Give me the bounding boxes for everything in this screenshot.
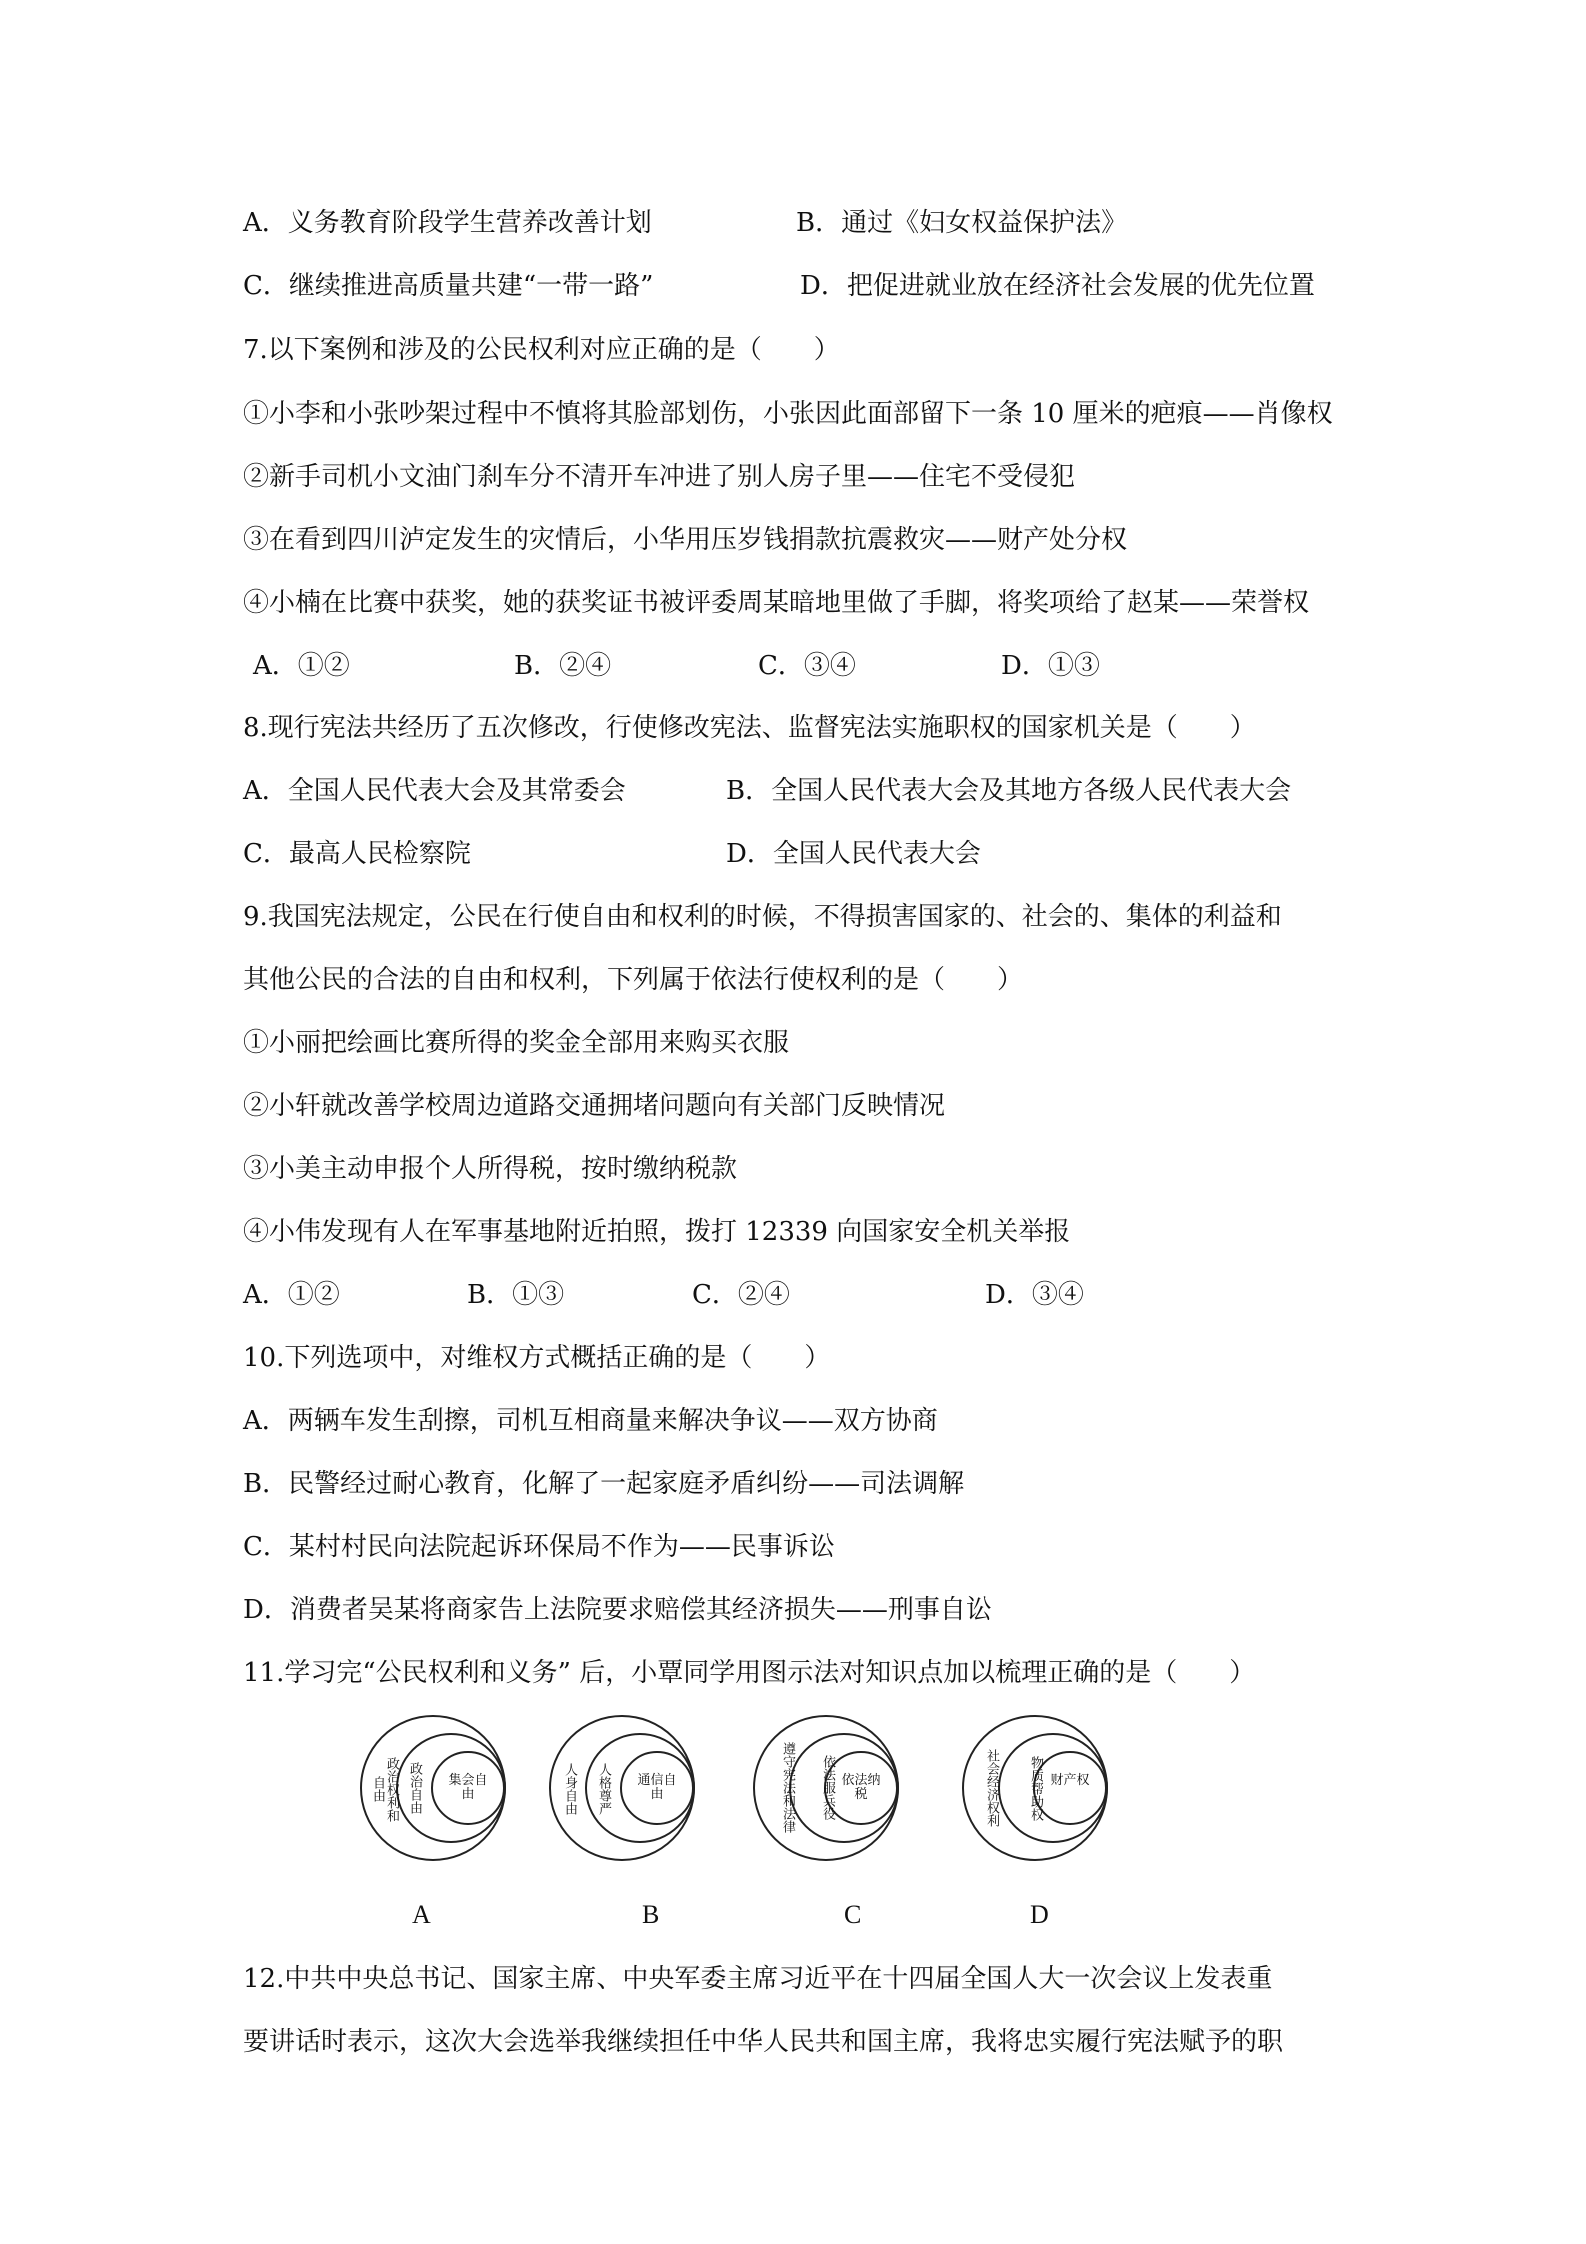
diagram-d-inner-circle — [1034, 1752, 1106, 1824]
q7-item-3: ③在看到四川泸定发生的灾情后，小华用压岁钱捐款抗震救灾——财产处分权 — [243, 525, 1128, 555]
q9-item-4: ④小伟发现有人在军事基地附近拍照，拨打 12339 向国家安全机关举报 — [243, 1217, 1071, 1247]
q9-option-d: D．③④ — [985, 1280, 1084, 1310]
q9-option-b: B．①③ — [467, 1280, 565, 1310]
q7-item-4: ④小楠在比赛中获奖，她的获奖证书被评委周某暗地里做了手脚，将奖项给了赵某——荣誉权 — [243, 588, 1310, 618]
q9-option-a: A．①② — [243, 1280, 340, 1310]
q10-option-b: B．民警经过耐心教育，化解了一起家庭矛盾纠纷——司法调解 — [243, 1469, 965, 1499]
q8-option-b: B．全国人民代表大会及其地方各级人民代表大会 — [726, 776, 1292, 806]
diagram-b-inner-text: 通信自由 — [637, 1773, 677, 1802]
q7-option-d: D．①③ — [1001, 651, 1100, 681]
q7-stem: 7.以下案例和涉及的公民权利对应正确的是（ ） — [243, 335, 840, 365]
q6-option-a: A．义务教育阶段学生营养改善计划 — [243, 208, 652, 238]
diagram-a-label: A — [412, 1900, 431, 1929]
diagram-a-middle-text: 政治自由 — [407, 1762, 422, 1814]
diagram-c-inner-text: 依法纳税 — [841, 1773, 881, 1802]
diagram-a-outer-text: 政治权利和自由 — [370, 1756, 399, 1822]
q9-stem-line-2: 其他公民的合法的自由和权利，下列属于依法行使权利的是（ ） — [243, 965, 1024, 995]
diagram-d-outer-text: 社会经济权利 — [984, 1749, 999, 1827]
q6-option-d: D．把促进就业放在经济社会发展的优先位置 — [800, 271, 1315, 301]
q7-option-c: C．③④ — [758, 651, 856, 681]
diagram-d-inner-text: 财产权 — [1050, 1773, 1090, 1788]
diagram-b-outer-text: 人身自由 — [562, 1763, 577, 1815]
q10-stem: 10.下列选项中，对维权方式概括正确的是（ ） — [243, 1343, 831, 1373]
q8-option-c: C．最高人民检察院 — [243, 839, 471, 869]
diagram-c-middle-text: 依法服兵役 — [820, 1754, 835, 1820]
diagram-b-label: B — [642, 1900, 660, 1929]
q8-option-a: A．全国人民代表大会及其常委会 — [243, 776, 626, 806]
q6-option-c: C．继续推进高质量共建“一带一路” — [243, 271, 654, 301]
diagram-d-label: D — [1030, 1900, 1049, 1929]
diagram-d-middle-text: 物质帮助权 — [1028, 1755, 1043, 1821]
diagram-a-inner-text: 集会自由 — [448, 1773, 488, 1802]
q7-item-1: ①小李和小张吵架过程中不慎将其脸部划伤，小张因此面部留下一条 10 厘米的疤痕——肖像权 — [243, 399, 1333, 429]
diagram-c-outer-text: 遵守宪法和法律 — [780, 1741, 795, 1833]
q8-option-d: D．全国人民代表大会 — [726, 839, 981, 869]
q6-option-b: B．通过《妇女权益保护法》 — [796, 208, 1128, 238]
q9-item-2: ②小轩就改善学校周边道路交通拥堵问题向有关部门反映情况 — [243, 1091, 946, 1121]
q12-line-2: 要讲话时表示，这次大会选举我继续担任中华人民共和国主席，我将忠实履行宪法赋予的职 — [243, 2027, 1284, 2057]
q9-item-1: ①小丽把绘画比赛所得的奖金全部用来购买衣服 — [243, 1028, 790, 1058]
q10-option-c: C．某村村民向法院起诉环保局不作为——民事诉讼 — [243, 1532, 835, 1562]
diagram-c-label: C — [844, 1900, 862, 1929]
q7-option-b: B．②④ — [514, 651, 612, 681]
q7-item-2: ②新手司机小文油门刹车分不清开车冲进了别人房子里——住宅不受侵犯 — [243, 462, 1076, 492]
diagram-b-middle-text: 人格尊严 — [596, 1763, 611, 1815]
q11-stem: 11.学习完“公民权利和义务” 后，小覃同学用图示法对知识点加以梳理正确的是（ ） — [243, 1658, 1256, 1688]
q12-line-1: 12.中共中央总书记、国家主席、中央军委主席习近平在十四届全国人大一次会议上发表重 — [243, 1964, 1273, 1994]
q7-option-a: A．①② — [253, 651, 350, 681]
q9-option-c: C．②④ — [692, 1280, 790, 1310]
q10-option-a: A．两辆车发生刮擦，司机互相商量来解决争议——双方协商 — [243, 1406, 938, 1436]
q9-item-3: ③小美主动申报个人所得税，按时缴纳税款 — [243, 1154, 738, 1184]
q8-stem: 8.现行宪法共经历了五次修改，行使修改宪法、监督宪法实施职权的国家机关是（ ） — [243, 713, 1256, 743]
q10-option-d: D．消费者吴某将商家告上法院要求赔偿其经济损失——刑事自讼 — [243, 1595, 992, 1625]
q9-stem-line-1: 9.我国宪法规定，公民在行使自由和权利的时候，不得损害国家的、社会的、集体的利益和 — [243, 902, 1282, 932]
